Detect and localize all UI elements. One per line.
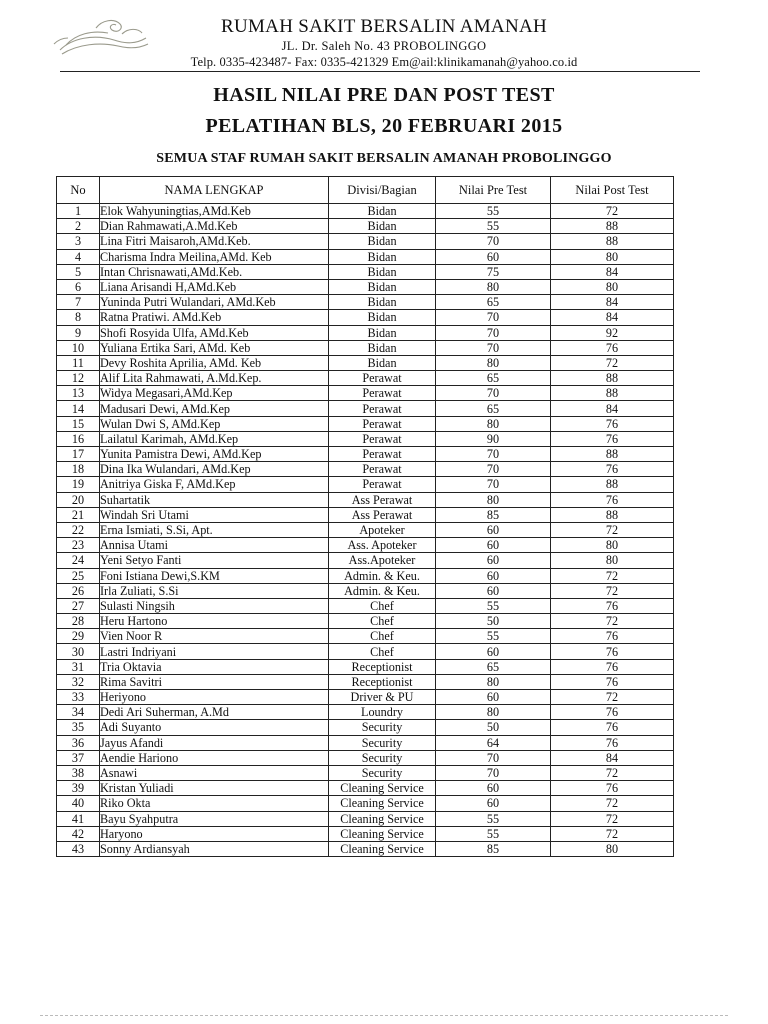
cell-name: Anitriya Giska F, AMd.Kep bbox=[100, 477, 329, 492]
cell-pre-test: 60 bbox=[436, 781, 551, 796]
cell-no: 3 bbox=[57, 234, 100, 249]
cell-pre-test: 90 bbox=[436, 431, 551, 446]
cell-pre-test: 55 bbox=[436, 204, 551, 219]
cell-pre-test: 75 bbox=[436, 264, 551, 279]
cell-pre-test: 70 bbox=[436, 386, 551, 401]
cell-division: Cleaning Service bbox=[329, 796, 436, 811]
cell-post-test: 72 bbox=[551, 522, 674, 537]
cell-name: Jayus Afandi bbox=[100, 735, 329, 750]
cell-name: Sonny Ardiansyah bbox=[100, 841, 329, 856]
cell-name: Shofi Rosyida Ulfa, AMd.Keb bbox=[100, 325, 329, 340]
table-row bbox=[57, 659, 674, 674]
header-no: No bbox=[57, 177, 100, 204]
table-row bbox=[57, 629, 674, 644]
table-row bbox=[57, 477, 674, 492]
cell-post-test: 72 bbox=[551, 355, 674, 370]
cell-division: Bidan bbox=[329, 310, 436, 325]
cell-division: Admin. & Keu. bbox=[329, 583, 436, 598]
cell-pre-test: 70 bbox=[436, 340, 551, 355]
cell-name: Yuliana Ertika Sari, AMd. Keb bbox=[100, 340, 329, 355]
cell-division: Bidan bbox=[329, 325, 436, 340]
cell-post-test: 88 bbox=[551, 507, 674, 522]
cell-division: Chef bbox=[329, 614, 436, 629]
cell-no: 35 bbox=[57, 720, 100, 735]
cell-name: Irla Zuliati, S.Si bbox=[100, 583, 329, 598]
table-row bbox=[57, 371, 674, 386]
header-division: Divisi/Bagian bbox=[329, 177, 436, 204]
table-row bbox=[57, 690, 674, 705]
table-row bbox=[57, 310, 674, 325]
table-row bbox=[57, 249, 674, 264]
cell-division: Ass Perawat bbox=[329, 492, 436, 507]
cell-pre-test: 65 bbox=[436, 295, 551, 310]
cell-no: 22 bbox=[57, 522, 100, 537]
cell-name: Alif Lita Rahmawati, A.Md.Kep. bbox=[100, 371, 329, 386]
cell-pre-test: 70 bbox=[436, 447, 551, 462]
cell-pre-test: 55 bbox=[436, 629, 551, 644]
table-row bbox=[57, 295, 674, 310]
cell-division: Bidan bbox=[329, 355, 436, 370]
cell-no: 20 bbox=[57, 492, 100, 507]
cell-no: 28 bbox=[57, 614, 100, 629]
cell-pre-test: 70 bbox=[436, 310, 551, 325]
cell-division: Apoteker bbox=[329, 522, 436, 537]
cell-pre-test: 60 bbox=[436, 568, 551, 583]
cell-post-test: 80 bbox=[551, 538, 674, 553]
cell-name: Widya Megasari,AMd.Kep bbox=[100, 386, 329, 401]
table-row bbox=[57, 735, 674, 750]
cell-name: Asnawi bbox=[100, 765, 329, 780]
cell-no: 23 bbox=[57, 538, 100, 553]
cell-no: 33 bbox=[57, 690, 100, 705]
cell-name: Lailatul Karimah, AMd.Kep bbox=[100, 431, 329, 446]
cell-post-test: 72 bbox=[551, 690, 674, 705]
cell-division: Bidan bbox=[329, 234, 436, 249]
cell-pre-test: 55 bbox=[436, 219, 551, 234]
cell-pre-test: 80 bbox=[436, 705, 551, 720]
table-row bbox=[57, 386, 674, 401]
cell-no: 12 bbox=[57, 371, 100, 386]
cell-post-test: 72 bbox=[551, 583, 674, 598]
document-title-line-2: PELATIHAN BLS, 20 FEBRUARI 2015 bbox=[205, 115, 563, 137]
table-row bbox=[57, 796, 674, 811]
cell-post-test: 76 bbox=[551, 629, 674, 644]
cell-name: Windah Sri Utami bbox=[100, 507, 329, 522]
cell-post-test: 88 bbox=[551, 386, 674, 401]
cell-division: Security bbox=[329, 720, 436, 735]
cell-division: Chef bbox=[329, 598, 436, 613]
cell-name: Bayu Syahputra bbox=[100, 811, 329, 826]
cell-pre-test: 70 bbox=[436, 750, 551, 765]
table-row bbox=[57, 204, 674, 219]
cell-division: Perawat bbox=[329, 386, 436, 401]
cell-no: 26 bbox=[57, 583, 100, 598]
hospital-name: RUMAH SAKIT BERSALIN AMANAH bbox=[220, 16, 548, 37]
cell-no: 16 bbox=[57, 431, 100, 446]
cell-pre-test: 70 bbox=[436, 234, 551, 249]
cell-name: Rima Savitri bbox=[100, 674, 329, 689]
cell-name: Vien Noor R bbox=[100, 629, 329, 644]
cell-division: Ass Perawat bbox=[329, 507, 436, 522]
cell-pre-test: 85 bbox=[436, 507, 551, 522]
table-row bbox=[57, 264, 674, 279]
cell-name: Erna Ismiati, S.Si, Apt. bbox=[100, 522, 329, 537]
cell-post-test: 76 bbox=[551, 340, 674, 355]
cell-pre-test: 60 bbox=[436, 796, 551, 811]
table-row bbox=[57, 279, 674, 294]
cell-no: 32 bbox=[57, 674, 100, 689]
cell-division: Security bbox=[329, 750, 436, 765]
cell-division: Ass. Apoteker bbox=[329, 538, 436, 553]
cell-no: 8 bbox=[57, 310, 100, 325]
cell-no: 27 bbox=[57, 598, 100, 613]
table-row bbox=[57, 720, 674, 735]
cell-division: Perawat bbox=[329, 371, 436, 386]
cell-pre-test: 80 bbox=[436, 492, 551, 507]
cell-pre-test: 70 bbox=[436, 765, 551, 780]
cell-name: Riko Okta bbox=[100, 796, 329, 811]
cell-name: Madusari Dewi, AMd.Kep bbox=[100, 401, 329, 416]
cell-post-test: 76 bbox=[551, 659, 674, 674]
cell-division: Receptionist bbox=[329, 674, 436, 689]
table-row bbox=[57, 811, 674, 826]
cell-pre-test: 50 bbox=[436, 614, 551, 629]
cell-no: 39 bbox=[57, 781, 100, 796]
cell-post-test: 80 bbox=[551, 553, 674, 568]
cell-post-test: 88 bbox=[551, 477, 674, 492]
cell-post-test: 80 bbox=[551, 249, 674, 264]
cell-no: 40 bbox=[57, 796, 100, 811]
cell-name: Charisma Indra Meilina,AMd. Keb bbox=[100, 249, 329, 264]
cell-post-test: 72 bbox=[551, 765, 674, 780]
cell-post-test: 72 bbox=[551, 204, 674, 219]
cell-post-test: 72 bbox=[551, 811, 674, 826]
cell-post-test: 84 bbox=[551, 750, 674, 765]
cell-post-test: 76 bbox=[551, 644, 674, 659]
cell-pre-test: 50 bbox=[436, 720, 551, 735]
cell-post-test: 80 bbox=[551, 279, 674, 294]
header-post-test: Nilai Post Test bbox=[551, 177, 674, 204]
table-row bbox=[57, 462, 674, 477]
cell-pre-test: 80 bbox=[436, 416, 551, 431]
table-row bbox=[57, 522, 674, 537]
table-row bbox=[57, 674, 674, 689]
cell-post-test: 76 bbox=[551, 431, 674, 446]
cell-no: 11 bbox=[57, 355, 100, 370]
cell-no: 31 bbox=[57, 659, 100, 674]
cell-no: 21 bbox=[57, 507, 100, 522]
cell-pre-test: 60 bbox=[436, 690, 551, 705]
cell-no: 19 bbox=[57, 477, 100, 492]
cell-division: Perawat bbox=[329, 447, 436, 462]
cell-division: Perawat bbox=[329, 401, 436, 416]
table-row bbox=[57, 416, 674, 431]
cell-post-test: 88 bbox=[551, 447, 674, 462]
cell-post-test: 76 bbox=[551, 720, 674, 735]
cell-division: Cleaning Service bbox=[329, 811, 436, 826]
table-row bbox=[57, 355, 674, 370]
cell-division: Bidan bbox=[329, 249, 436, 264]
cell-no: 24 bbox=[57, 553, 100, 568]
cell-division: Cleaning Service bbox=[329, 781, 436, 796]
cell-name: Yunita Pamistra Dewi, AMd.Kep bbox=[100, 447, 329, 462]
letterhead-divider bbox=[60, 71, 700, 72]
cell-name: Aendie Hariono bbox=[100, 750, 329, 765]
table-row bbox=[57, 644, 674, 659]
table-header-row bbox=[57, 177, 674, 204]
cell-post-test: 76 bbox=[551, 416, 674, 431]
cell-pre-test: 65 bbox=[436, 371, 551, 386]
cell-name: Yuninda Putri Wulandari, AMd.Keb bbox=[100, 295, 329, 310]
cell-no: 10 bbox=[57, 340, 100, 355]
cell-no: 38 bbox=[57, 765, 100, 780]
cell-post-test: 72 bbox=[551, 796, 674, 811]
cell-post-test: 72 bbox=[551, 568, 674, 583]
cell-division: Driver & PU bbox=[329, 690, 436, 705]
cell-no: 7 bbox=[57, 295, 100, 310]
cell-pre-test: 64 bbox=[436, 735, 551, 750]
cell-no: 2 bbox=[57, 219, 100, 234]
table-row bbox=[57, 781, 674, 796]
cell-post-test: 88 bbox=[551, 219, 674, 234]
cell-pre-test: 80 bbox=[436, 355, 551, 370]
header-pre-test: Nilai Pre Test bbox=[436, 177, 551, 204]
cell-division: Ass.Apoteker bbox=[329, 553, 436, 568]
cell-pre-test: 80 bbox=[436, 674, 551, 689]
cell-name: Kristan Yuliadi bbox=[100, 781, 329, 796]
cell-no: 15 bbox=[57, 416, 100, 431]
table-row bbox=[57, 401, 674, 416]
cell-no: 6 bbox=[57, 279, 100, 294]
hospital-address: JL. Dr. Saleh No. 43 PROBOLINGGO bbox=[281, 39, 487, 53]
cell-division: Bidan bbox=[329, 340, 436, 355]
cell-name: Dian Rahmawati,A.Md.Keb bbox=[100, 219, 329, 234]
cell-name: Sulasti Ningsih bbox=[100, 598, 329, 613]
cell-name: Heru Hartono bbox=[100, 614, 329, 629]
cell-division: Bidan bbox=[329, 279, 436, 294]
cell-post-test: 84 bbox=[551, 310, 674, 325]
cell-name: Lina Fitri Maisaroh,AMd.Keb. bbox=[100, 234, 329, 249]
cell-name: Dedi Ari Suherman, A.Md bbox=[100, 705, 329, 720]
cell-name: Lastri Indriyani bbox=[100, 644, 329, 659]
cell-name: Annisa Utami bbox=[100, 538, 329, 553]
header-full-name: NAMA LENGKAP bbox=[100, 177, 329, 204]
cell-division: Cleaning Service bbox=[329, 826, 436, 841]
cell-name: Adi Suyanto bbox=[100, 720, 329, 735]
document-subtitle: SEMUA STAF RUMAH SAKIT BERSALIN AMANAH PROBOLINGGO bbox=[156, 151, 612, 166]
cell-pre-test: 65 bbox=[436, 659, 551, 674]
cell-name: Suhartatik bbox=[100, 492, 329, 507]
cell-post-test: 84 bbox=[551, 295, 674, 310]
cell-division: Admin. & Keu. bbox=[329, 568, 436, 583]
table-row bbox=[57, 583, 674, 598]
cell-no: 43 bbox=[57, 841, 100, 856]
cell-pre-test: 80 bbox=[436, 279, 551, 294]
cell-pre-test: 65 bbox=[436, 401, 551, 416]
cell-division: Bidan bbox=[329, 219, 436, 234]
cell-no: 1 bbox=[57, 204, 100, 219]
cell-no: 14 bbox=[57, 401, 100, 416]
table-row bbox=[57, 234, 674, 249]
cell-division: Perawat bbox=[329, 477, 436, 492]
cell-division: Security bbox=[329, 735, 436, 750]
cell-division: Bidan bbox=[329, 204, 436, 219]
cell-pre-test: 70 bbox=[436, 477, 551, 492]
cell-post-test: 76 bbox=[551, 781, 674, 796]
cell-name: Ratna Pratiwi. AMd.Keb bbox=[100, 310, 329, 325]
cell-name: Intan Chrisnawati,AMd.Keb. bbox=[100, 264, 329, 279]
cell-no: 9 bbox=[57, 325, 100, 340]
cell-division: Chef bbox=[329, 644, 436, 659]
table-row bbox=[57, 568, 674, 583]
cell-name: Devy Roshita Aprilia, AMd. Keb bbox=[100, 355, 329, 370]
cell-division: Security bbox=[329, 765, 436, 780]
page-edge-divider bbox=[40, 1015, 728, 1016]
table-row bbox=[57, 765, 674, 780]
cell-no: 29 bbox=[57, 629, 100, 644]
cell-name: Elok Wahyuningtias,AMd.Keb bbox=[100, 204, 329, 219]
cell-pre-test: 60 bbox=[436, 553, 551, 568]
cell-no: 42 bbox=[57, 826, 100, 841]
cell-post-test: 92 bbox=[551, 325, 674, 340]
cell-post-test: 80 bbox=[551, 841, 674, 856]
cell-post-test: 88 bbox=[551, 234, 674, 249]
cell-pre-test: 60 bbox=[436, 583, 551, 598]
cell-no: 25 bbox=[57, 568, 100, 583]
cell-name: Liana Arisandi H,AMd.Keb bbox=[100, 279, 329, 294]
cell-name: Tria Oktavia bbox=[100, 659, 329, 674]
cell-pre-test: 60 bbox=[436, 249, 551, 264]
cell-division: Perawat bbox=[329, 416, 436, 431]
cell-name: Dina Ika Wulandari, AMd.Kep bbox=[100, 462, 329, 477]
cell-name: Wulan Dwi S, AMd.Kep bbox=[100, 416, 329, 431]
cell-division: Perawat bbox=[329, 431, 436, 446]
table-row bbox=[57, 507, 674, 522]
cell-no: 4 bbox=[57, 249, 100, 264]
cell-pre-test: 55 bbox=[436, 811, 551, 826]
table-row bbox=[57, 219, 674, 234]
table-row bbox=[57, 325, 674, 340]
cell-division: Cleaning Service bbox=[329, 841, 436, 856]
document-title: HASIL NILAI PRE DAN POST TEST bbox=[213, 84, 555, 106]
cell-no: 36 bbox=[57, 735, 100, 750]
cell-division: Bidan bbox=[329, 295, 436, 310]
cell-division: Loundry bbox=[329, 705, 436, 720]
cell-pre-test: 60 bbox=[436, 522, 551, 537]
table-row bbox=[57, 431, 674, 446]
table-row bbox=[57, 538, 674, 553]
table-row bbox=[57, 598, 674, 613]
cell-no: 18 bbox=[57, 462, 100, 477]
cell-pre-test: 60 bbox=[436, 538, 551, 553]
cell-post-test: 76 bbox=[551, 462, 674, 477]
table-row bbox=[57, 705, 674, 720]
cell-pre-test: 55 bbox=[436, 826, 551, 841]
cell-name: Yeni Setyo Fanti bbox=[100, 553, 329, 568]
cell-no: 5 bbox=[57, 264, 100, 279]
cell-pre-test: 60 bbox=[436, 644, 551, 659]
cell-post-test: 76 bbox=[551, 705, 674, 720]
cell-pre-test: 70 bbox=[436, 462, 551, 477]
table-row bbox=[57, 614, 674, 629]
cell-no: 37 bbox=[57, 750, 100, 765]
cell-no: 13 bbox=[57, 386, 100, 401]
table-row bbox=[57, 553, 674, 568]
cell-division: Perawat bbox=[329, 462, 436, 477]
cell-no: 41 bbox=[57, 811, 100, 826]
cell-post-test: 76 bbox=[551, 492, 674, 507]
cell-post-test: 76 bbox=[551, 674, 674, 689]
cell-post-test: 88 bbox=[551, 371, 674, 386]
cell-no: 17 bbox=[57, 447, 100, 462]
cell-name: Heriyono bbox=[100, 690, 329, 705]
cell-division: Receptionist bbox=[329, 659, 436, 674]
table-row bbox=[57, 826, 674, 841]
table-row bbox=[57, 340, 674, 355]
cell-name: Foni Istiana Dewi,S.KM bbox=[100, 568, 329, 583]
cell-pre-test: 55 bbox=[436, 598, 551, 613]
hospital-contact: Telp. 0335-423487- Fax: 0335-421329 Em@ail:klinikamanah@yahoo.co.id bbox=[190, 55, 578, 69]
cell-pre-test: 85 bbox=[436, 841, 551, 856]
cell-post-test: 76 bbox=[551, 735, 674, 750]
cell-post-test: 72 bbox=[551, 614, 674, 629]
cell-pre-test: 70 bbox=[436, 325, 551, 340]
cell-post-test: 84 bbox=[551, 264, 674, 279]
cell-division: Chef bbox=[329, 629, 436, 644]
cell-post-test: 84 bbox=[551, 401, 674, 416]
cell-post-test: 72 bbox=[551, 826, 674, 841]
cell-no: 34 bbox=[57, 705, 100, 720]
cell-no: 30 bbox=[57, 644, 100, 659]
results-table bbox=[56, 176, 674, 857]
table-row bbox=[57, 841, 674, 856]
cell-post-test: 76 bbox=[551, 598, 674, 613]
table-row bbox=[57, 750, 674, 765]
table-row bbox=[57, 447, 674, 462]
table-row bbox=[57, 492, 674, 507]
cell-division: Bidan bbox=[329, 264, 436, 279]
cell-name: Haryono bbox=[100, 826, 329, 841]
